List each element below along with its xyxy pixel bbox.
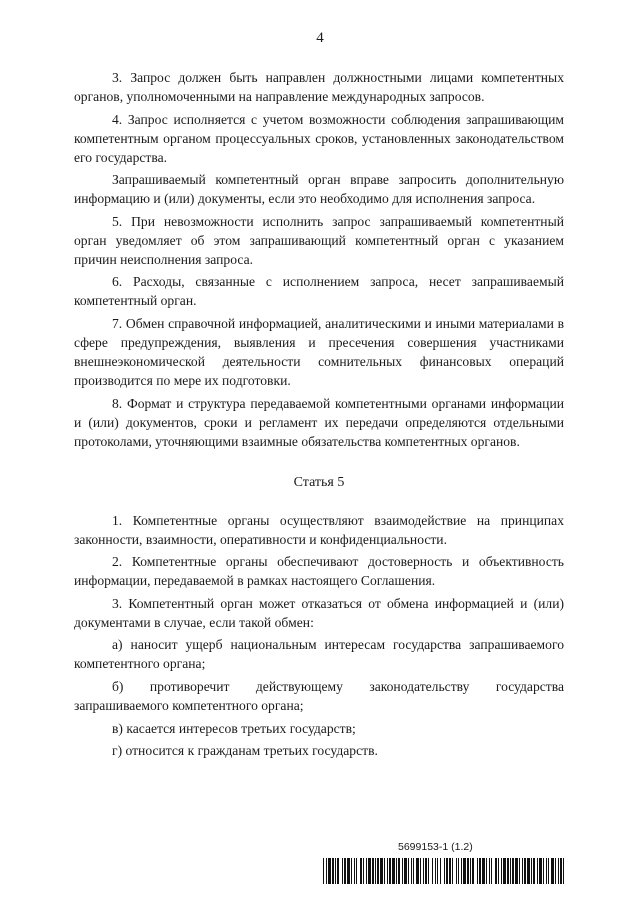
paragraph: 3. Компетентный орган может отказаться от обмена информацией и (или) документами в случае, если такой обмен: — [74, 595, 564, 630]
paragraph: Запрашиваемый компетентный орган вправе запросить дополнительную информацию и (или) документы, если это необходимо для исполнения запроса. — [74, 172, 564, 207]
page-number: 4 — [316, 30, 324, 46]
list-item: в) касается интересов третьих государств; — [112, 720, 356, 736]
list-item: б) противоречит действующему законодательству государства запрашиваемого компетентного органа; — [74, 678, 564, 713]
document-code: 5699153-1 (1.2) — [398, 841, 473, 853]
paragraph: 3. Запрос должен быть направлен должностными лицами компетентных органов, уполномоченными на направление международных запросов. — [74, 70, 564, 104]
paragraph: 1. Компетентные органы осуществляют взаимодействие на принципах законности, взаимности, оперативности и конфиденциальности. — [74, 512, 564, 547]
paragraph: 8. Формат и структура передаваемой компетентными органами информации и (или) документов, сроки и регламент их передачи определяются отдельными протоколами, уточняющими взаимные обязательства компетентных органов. — [74, 395, 564, 449]
list-item: а) наносит ущерб национальным интересам государства запрашиваемого компетентного органа; — [74, 637, 564, 672]
list-item: г) относится к гражданам третьих государств. — [112, 743, 378, 759]
paragraph: 4. Запрос исполняется с учетом возможности соблюдения запрашивающим компетентным органом процессуальных сроков, установленных законодательством его государства. — [74, 111, 564, 165]
barcode-graphic — [323, 858, 567, 884]
paragraph: 2. Компетентные органы обеспечивают достоверность и объективность информации, передаваемой в рамках настоящего Соглашения. — [74, 554, 564, 589]
paragraph: 6. Расходы, связанные с исполнением запроса, несет запрашиваемый компетентный орган. — [74, 274, 564, 309]
paragraph: 7. Обмен справочной информацией, аналитическими и иными материалами в сфере предупреждения, выявления и пресечения совершения участниками внешнеэкономической деятельности сомнительных финансовых операций производится по мере их подготовки. — [74, 315, 564, 388]
article-heading: Статья 5 — [293, 474, 345, 490]
document-body — [74, 68, 564, 764]
paragraph: 5. При невозможности исполнить запрос запрашиваемый компетентный орган уведомляет об этом запрашивающий компетентный орган с указанием причин неисполнения запроса. — [74, 213, 564, 267]
